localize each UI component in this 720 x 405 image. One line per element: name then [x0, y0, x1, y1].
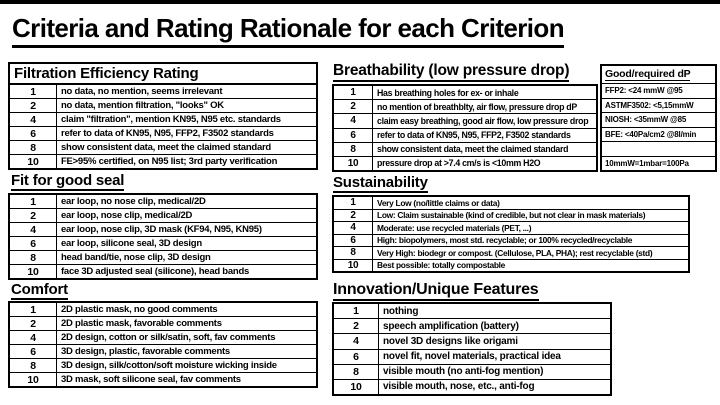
description-cell: ear loop, nose clip, 3D mask (KF94, N95, KN95)	[61, 224, 262, 235]
dp-row	[602, 127, 715, 142]
table-row	[334, 221, 688, 234]
dp-value: 10mmW=1mbar=100Pa	[605, 158, 689, 168]
description-cell: ear loop, nose clip, medical/2D	[61, 210, 193, 221]
fit-table	[8, 193, 318, 280]
rating-cell: 1	[334, 197, 373, 209]
filtration-efficiency-table	[8, 62, 318, 170]
table-row	[334, 246, 688, 259]
breathability-table-title: Breathability (low pressure drop)	[333, 62, 569, 82]
description-cell: 2D plastic mask, no good comments	[61, 304, 218, 315]
table-row	[10, 195, 316, 208]
slide-top-border	[0, 0, 720, 4]
rating-cell: 4	[10, 113, 57, 126]
table-row	[334, 142, 596, 156]
sustainability-rows	[334, 197, 688, 271]
rating-cell: 2	[334, 319, 379, 333]
table-row	[334, 113, 596, 127]
rating-cell: 1	[10, 303, 57, 316]
table-row	[10, 303, 316, 316]
table-row	[334, 349, 610, 364]
rating-cell: 10	[334, 260, 373, 272]
rating-cell: 4	[334, 222, 373, 234]
filtration-table-header: Filtration Efficiency Rating	[10, 64, 316, 85]
description-cell: refer to data of KN95, N95, FFP2, F3502 standards	[61, 128, 274, 139]
table-row	[10, 264, 316, 278]
breathability-table	[332, 84, 598, 172]
rating-cell: 10	[10, 373, 57, 386]
description-cell: head band/tie, nose clip, 3D design	[61, 252, 211, 263]
rating-cell: 1	[334, 86, 373, 99]
dp-row	[602, 83, 715, 98]
rating-cell: 8	[10, 359, 57, 372]
rating-cell: 1	[334, 304, 379, 318]
table-row	[10, 222, 316, 236]
description-cell: Best possible: totally compostable	[377, 260, 506, 271]
sustainability-table-title: Sustainability	[333, 174, 428, 191]
table-row	[10, 372, 316, 386]
description-cell: claim easy breathing, good air flow, low pressure drop	[377, 115, 589, 126]
rating-cell: 4	[334, 334, 379, 348]
comfort-table	[8, 301, 318, 388]
table-row	[10, 344, 316, 358]
rating-cell: 6	[334, 235, 373, 247]
table-row	[10, 154, 316, 168]
description-cell: face 3D adjusted seal (silicone), head bands	[61, 266, 250, 277]
description-cell: novel 3D designs like origami	[383, 335, 518, 347]
fit-table-title: Fit for good seal	[11, 172, 125, 189]
dp-row	[602, 112, 715, 127]
rating-cell: 2	[10, 99, 57, 112]
rating-cell: 2	[10, 317, 57, 330]
table-row	[10, 112, 316, 126]
rating-cell: 4	[334, 114, 373, 127]
table-row	[10, 250, 316, 264]
rating-cell: 6	[334, 350, 379, 364]
description-cell: novel fit, novel materials, practical idea	[383, 351, 561, 363]
description-cell: Low: Claim sustainable (kind of credible, but not clear in mask materials)	[377, 210, 646, 221]
description-cell: 3D design, silk/cotton/soft moisture wicking inside	[61, 360, 277, 371]
table-row	[334, 99, 596, 113]
sustainability-table	[332, 195, 690, 273]
description-cell: pressure drop at >7.4 cm/s is <10mm H2O	[377, 158, 541, 169]
table-row	[334, 379, 610, 394]
table-row	[334, 234, 688, 247]
rating-cell: 6	[334, 129, 373, 142]
description-cell: 3D design, plastic, favorable comments	[61, 346, 230, 357]
description-cell: 2D design, cotton or silk/satin, soft, fav comments	[61, 332, 276, 343]
description-cell: FE>95% certified, on N95 list; 3rd party verification	[61, 156, 278, 167]
rating-cell: 1	[10, 195, 57, 208]
innovation-table-title: Innovation/Unique Features	[333, 281, 539, 301]
description-cell: Moderate: use recycled materials (PET, ...)	[377, 222, 532, 233]
rating-cell: 8	[10, 251, 57, 264]
description-cell: 2D plastic mask, favorable comments	[61, 318, 222, 329]
dp-value: ASTMF3502: <5,15mmW	[605, 100, 694, 110]
good-dp-header	[602, 66, 715, 83]
description-cell: no data, no mention, seems irrelevant	[61, 86, 223, 97]
comfort-rows	[10, 303, 316, 386]
table-row	[10, 330, 316, 344]
description-cell: speech amplification (battery)	[383, 320, 519, 332]
rating-cell: 2	[334, 210, 373, 222]
description-cell: High: biopolymers, most std. recyclable; or 100% recycled/recyclable	[377, 235, 633, 246]
description-cell: ear loop, no nose clip, medical/2D	[61, 196, 206, 207]
description-cell: ear loop, silicone seal, 3D design	[61, 238, 202, 249]
description-cell: Has breathing holes for ex- or inhale	[377, 87, 519, 98]
good-dp-header-text: Good/required dP	[605, 68, 691, 80]
rating-cell: 8	[334, 143, 373, 156]
dp-row	[602, 98, 715, 113]
description-cell: 3D mask, soft silicone seal, fav comments	[61, 374, 241, 385]
rating-cell: 8	[10, 141, 57, 154]
good-required-dp-table	[600, 64, 717, 172]
description-cell: visible mouth (no anti-fog mention)	[383, 366, 544, 378]
description-cell: visible mouth, nose, etc., anti-fog	[383, 381, 535, 393]
dp-value: FFP2: <24 mmW @95	[605, 86, 683, 96]
description-cell: refer to data of KN95, N95, FFP2, F3502 standards	[377, 130, 571, 141]
description-cell: show consistent data, meet the claimed standard	[377, 144, 569, 155]
rating-cell: 6	[10, 237, 57, 250]
rating-cell: 10	[10, 265, 57, 278]
rating-cell: 1	[10, 85, 57, 98]
breathability-rows	[334, 86, 596, 170]
table-row	[334, 156, 596, 170]
filtration-rows	[10, 85, 316, 168]
description-cell: no data, mention filtration, "looks" OK	[61, 100, 224, 111]
innovation-table	[332, 302, 612, 396]
table-row	[10, 316, 316, 330]
table-row	[334, 364, 610, 379]
description-cell: Very High: biodegr or compost. (Cellulose, PLA, PHA); rest recyclable (std)	[377, 247, 653, 258]
table-row	[334, 197, 688, 209]
table-row	[10, 98, 316, 112]
table-row	[334, 304, 610, 318]
dp-value: BFE: <40Pa/cm2 @8l/min	[605, 129, 697, 139]
table-row	[334, 318, 610, 333]
description-cell: no mention of breathblty, air flow, pressure drop dP	[377, 101, 577, 112]
dp-row	[602, 156, 715, 171]
rating-cell: 10	[334, 157, 373, 170]
slide-title: Criteria and Rating Rationale for each Criterion	[12, 13, 564, 48]
rating-cell: 6	[10, 127, 57, 140]
description-cell: nothing	[383, 305, 419, 317]
rating-cell: 4	[10, 223, 57, 236]
table-row	[334, 259, 688, 272]
dp-value: NIOSH: <35mmW @85	[605, 115, 687, 125]
rating-cell: 2	[334, 100, 373, 113]
rating-cell: 8	[334, 365, 379, 379]
table-row	[334, 86, 596, 99]
description-cell: show consistent data, meet the claimed standard	[61, 142, 271, 153]
fit-rows	[10, 195, 316, 278]
dp-row	[602, 141, 715, 156]
description-cell: Very Low (no/little claims or data)	[377, 197, 500, 208]
table-row	[10, 85, 316, 98]
table-row	[334, 209, 688, 222]
description-cell: claim "filtration", mention KN95, N95 etc. standards	[61, 114, 281, 125]
rating-cell: 4	[10, 331, 57, 344]
rating-cell: 10	[10, 155, 57, 168]
rating-cell: 2	[10, 209, 57, 222]
table-row	[10, 358, 316, 372]
table-row	[10, 140, 316, 154]
innovation-rows	[334, 304, 610, 394]
comfort-table-title: Comfort	[11, 281, 68, 298]
table-row	[10, 126, 316, 140]
table-row	[10, 208, 316, 222]
rating-cell: 6	[10, 345, 57, 358]
table-row	[334, 333, 610, 348]
table-row	[334, 128, 596, 142]
table-row	[10, 236, 316, 250]
good-dp-rows	[602, 83, 715, 170]
rating-cell: 10	[334, 380, 379, 394]
rating-cell: 8	[334, 247, 373, 259]
